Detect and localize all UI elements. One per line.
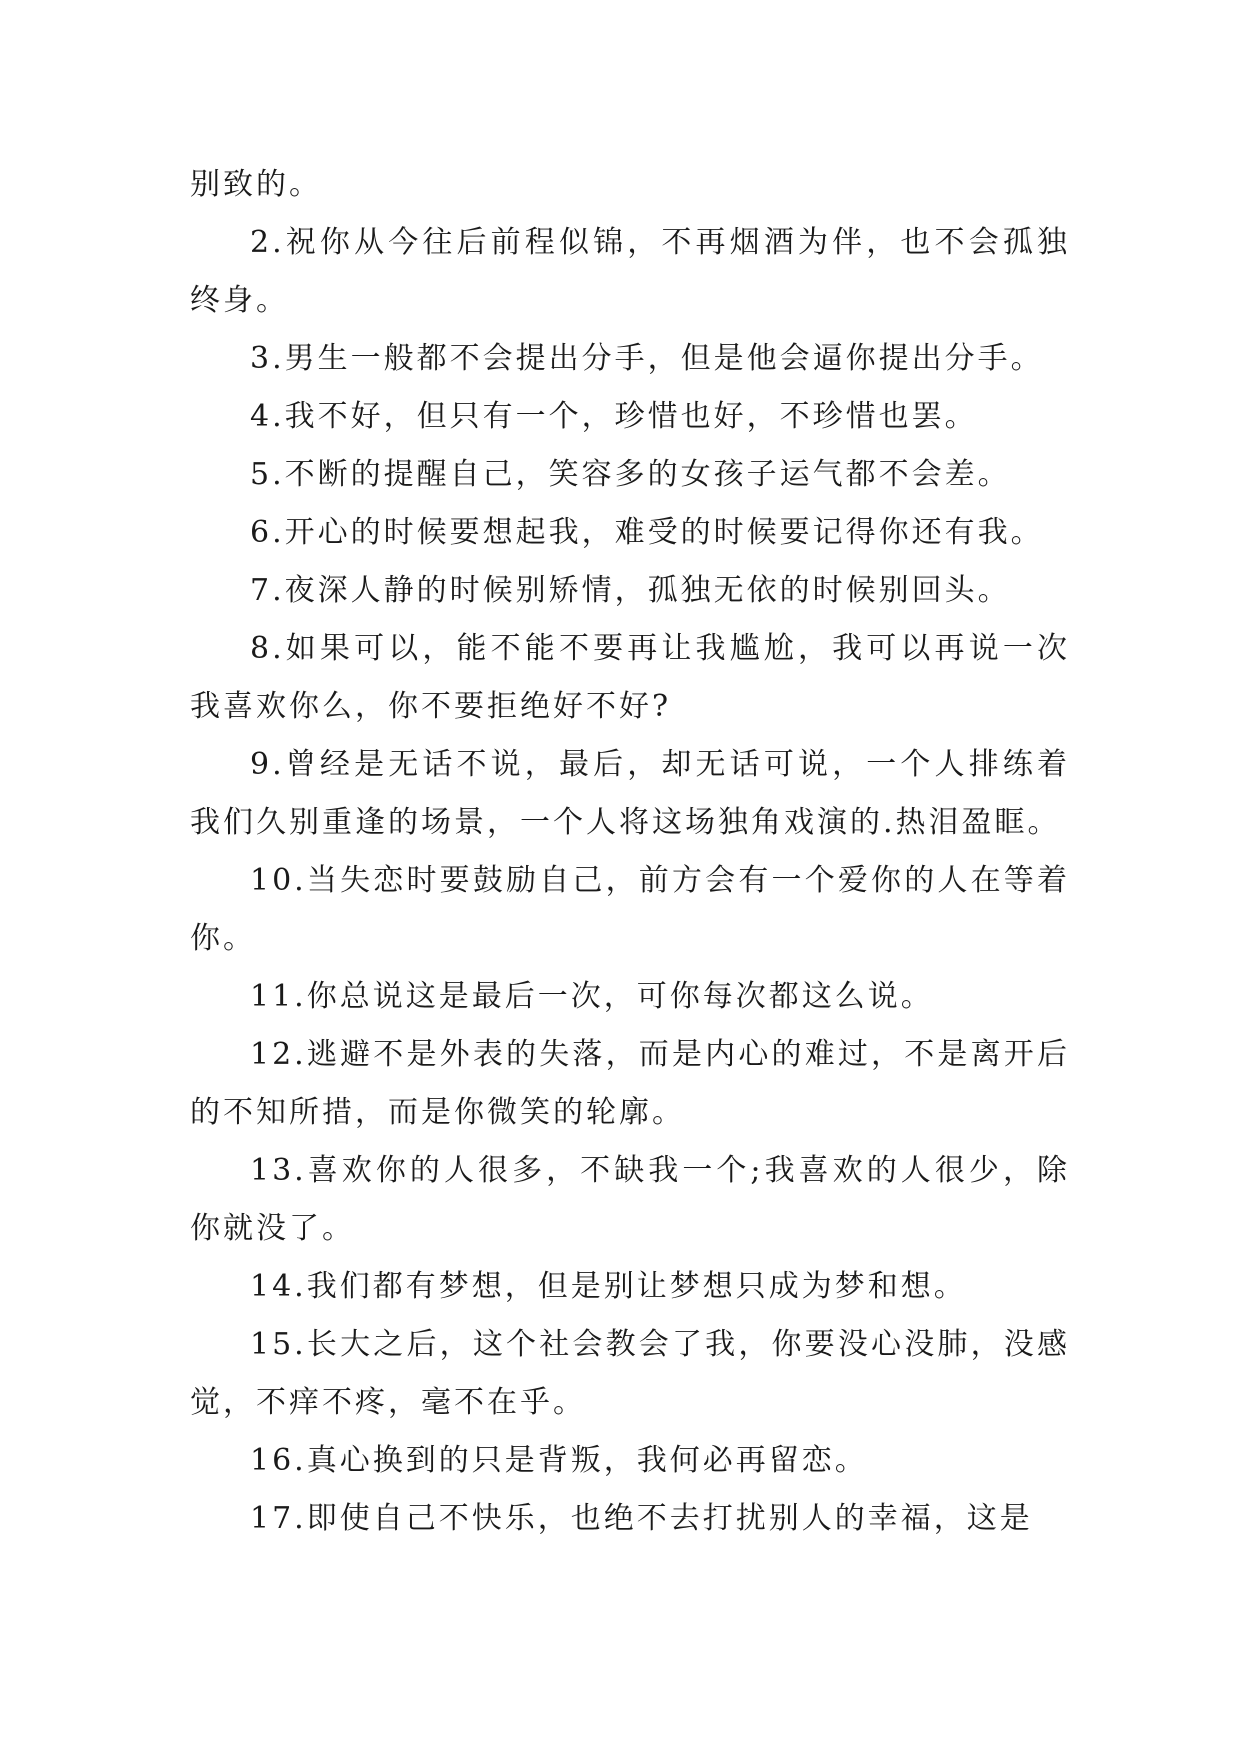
paragraph-item-11: 11.你总说这是最后一次，可你每次都这么说。	[250, 979, 934, 1014]
paragraph-item-7: 7.夜深人静的时候别矫情，孤独无依的时候别回头。	[250, 573, 1011, 608]
paragraph-item-3: 3.男生一般都不会提出分手，但是他会逼你提出分手。	[250, 341, 1044, 376]
paragraph-item-10: 10.当失恋时要鼓励自己，前方会有一个爱你的人在等着你。	[190, 863, 1070, 956]
paragraph-item-5: 5.不断的提醒自己，笑容多的女孩子运气都不会差。	[250, 457, 1011, 492]
paragraph-item-6: 6.开心的时候要想起我，难受的时候要记得你还有我。	[250, 515, 1044, 550]
paragraph-item-14: 14.我们都有梦想，但是别让梦想只成为梦和想。	[250, 1269, 967, 1304]
paragraph-item-8: 8.如果可以，能不能不要再让我尴尬，我可以再说一次我喜欢你么，你不要拒绝好不好?	[190, 631, 1070, 724]
paragraph-item-13: 13.喜欢你的人很多，不缺我一个;我喜欢的人很少，除你就没了。	[190, 1153, 1070, 1246]
paragraph-item-9: 9.曾经是无话不说，最后，却无话可说，一个人排练着我们久别重逢的场景，一个人将这场独角戏演的.热泪盈眶。	[190, 747, 1070, 840]
paragraph-item-16: 16.真心换到的只是背叛，我何必再留恋。	[250, 1443, 868, 1478]
paragraph-item-15: 15.长大之后，这个社会教会了我，你要没心没肺，没感觉，不痒不疼，毫不在乎。	[190, 1327, 1070, 1420]
document-body	[190, 156, 1070, 1548]
paragraph-continuation: 别致的。	[190, 167, 322, 202]
paragraph-item-12: 12.逃避不是外表的失落，而是内心的难过，不是离开后的不知所措，而是你微笑的轮廓。	[190, 1037, 1070, 1130]
paragraph-item-2: 2.祝你从今往后前程似锦，不再烟酒为伴，也不会孤独终身。	[190, 225, 1070, 318]
paragraph-item-4: 4.我不好，但只有一个，珍惜也好，不珍惜也罢。	[250, 399, 978, 434]
paragraph-item-17: 17.即使自己不快乐，也绝不去打扰别人的幸福，这是	[250, 1501, 1033, 1536]
